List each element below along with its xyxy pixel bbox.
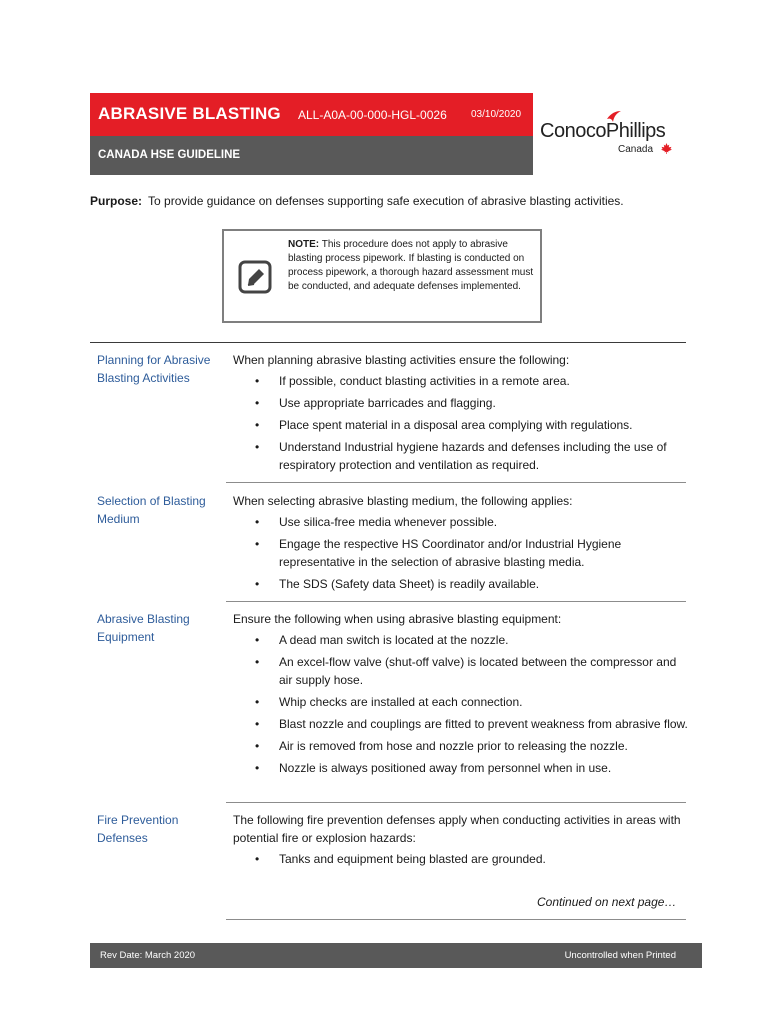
list-item — [233, 737, 688, 755]
list-item-text: Engage the respective HS Coordinator and/or Industrial Hygiene representative in the selection of abrasive blasting media. — [279, 537, 622, 569]
bullet-icon: • — [255, 577, 260, 591]
bullet-list — [233, 631, 688, 777]
list-item-text: If possible, conduct blasting activities in a remote area. — [279, 374, 570, 388]
section-body — [233, 492, 688, 597]
page-end-divider — [226, 919, 686, 920]
list-item-text: Air is removed from hose and nozzle prior to releasing the nozzle. — [279, 739, 628, 753]
section-title: Selection of Blasting Medium — [97, 494, 206, 526]
section-title: Fire Prevention Defenses — [97, 813, 179, 845]
note-text — [288, 238, 540, 294]
bullet-icon: • — [255, 537, 260, 551]
continued-note: Continued on next page… — [537, 895, 677, 909]
list-item — [233, 575, 688, 593]
company-logo — [538, 110, 678, 160]
logo-brand: ConocoPhillips — [540, 120, 666, 142]
note-body: This procedure does not apply to abrasive blasting process pipework. If blasting is conducted on process pipework, a thorough hazard assessment must be conducted, and adequate defenses implemented. — [288, 239, 534, 292]
list-item-text: Nozzle is always positioned away from personnel when in use. — [279, 761, 612, 775]
section-intro: When planning abrasive blasting activities ensure the following: — [233, 353, 570, 367]
section-divider — [226, 601, 686, 602]
purpose-statement — [90, 194, 624, 208]
section-body — [233, 811, 688, 872]
list-item — [233, 715, 688, 733]
bullet-list — [233, 513, 688, 593]
bullet-icon: • — [255, 515, 260, 529]
section-intro: When selecting abrasive blasting medium, the following applies: — [233, 494, 573, 508]
bullet-icon: • — [255, 633, 260, 647]
list-item-text: Understand Industrial hygiene hazards and defenses including the use of respiratory protection and ventilation as required. — [279, 440, 667, 472]
list-item-text: Use appropriate barricades and flagging. — [279, 396, 496, 410]
bullet-icon: • — [255, 396, 260, 410]
bullet-icon: • — [255, 418, 260, 432]
list-item — [233, 372, 688, 390]
list-item — [233, 535, 688, 571]
section-intro: Ensure the following when using abrasive blasting equipment: — [233, 612, 562, 626]
list-item-text: A dead man switch is located at the nozzle. — [279, 633, 509, 647]
list-item — [233, 759, 688, 777]
bullet-icon: • — [255, 761, 260, 775]
bullet-icon: • — [255, 717, 260, 731]
list-item — [233, 631, 688, 649]
note-box — [222, 229, 542, 323]
purpose-text: To provide guidance on defenses supporting safe execution of abrasive blasting activities. — [148, 194, 624, 208]
list-item — [233, 850, 688, 868]
page-footer — [90, 943, 702, 968]
section-body — [233, 610, 688, 781]
purpose-label: Purpose: — [90, 194, 143, 208]
list-item-text: Use silica-free media whenever possible. — [279, 515, 498, 529]
note-label: NOTE: — [288, 239, 320, 250]
bullet-icon: • — [255, 695, 260, 709]
section-body — [233, 351, 688, 478]
pencil-note-icon — [238, 260, 272, 294]
list-item — [233, 513, 688, 531]
list-item-text: Tanks and equipment being blasted are grounded. — [279, 852, 546, 866]
list-item — [233, 693, 688, 711]
bullet-icon: • — [255, 739, 260, 753]
bullet-list — [233, 372, 688, 474]
list-item-text: The SDS (Safety data Sheet) is readily available. — [279, 577, 540, 591]
section-title: Abrasive Blasting Equipment — [97, 612, 190, 644]
section-divider — [226, 802, 686, 803]
bullet-icon: • — [255, 852, 260, 866]
bullet-list — [233, 850, 688, 868]
document-date: 03/10/2020 — [471, 109, 522, 120]
document-number: ALL-A0A-00-000-HGL-0026 — [298, 108, 447, 122]
document-subheader — [90, 136, 533, 175]
list-item-text: An excel-flow valve (shut-off valve) is located between the compressor and air supply hose. — [279, 655, 677, 687]
list-item — [233, 438, 688, 474]
list-item — [233, 394, 688, 412]
section-divider — [226, 482, 686, 483]
section-title: Planning for Abrasive Blasting Activities — [97, 353, 211, 385]
maple-leaf-icon — [661, 143, 672, 154]
bullet-icon: • — [255, 374, 260, 388]
document-header — [90, 93, 533, 136]
section-intro: The following fire prevention defenses apply when conducting activities in areas with potential fire or explosion hazards: — [233, 813, 681, 845]
logo-country: Canada — [618, 144, 654, 155]
section-divider — [90, 342, 686, 343]
list-item-text: Blast nozzle and couplings are fitted to prevent weakness from abrasive flow. — [279, 717, 688, 731]
document-title: ABRASIVE BLASTING — [98, 104, 281, 123]
list-item — [233, 653, 688, 689]
bullet-icon: • — [255, 655, 260, 669]
list-item — [233, 416, 688, 434]
document-subtitle: CANADA HSE GUIDELINE — [98, 149, 241, 161]
bullet-icon: • — [255, 440, 260, 454]
uncontrolled-notice: Uncontrolled when Printed — [564, 950, 676, 961]
list-item-text: Whip checks are installed at each connection. — [279, 695, 523, 709]
revision-date: Rev Date: March 2020 — [100, 950, 196, 961]
list-item-text: Place spent material in a disposal area complying with regulations. — [279, 418, 633, 432]
